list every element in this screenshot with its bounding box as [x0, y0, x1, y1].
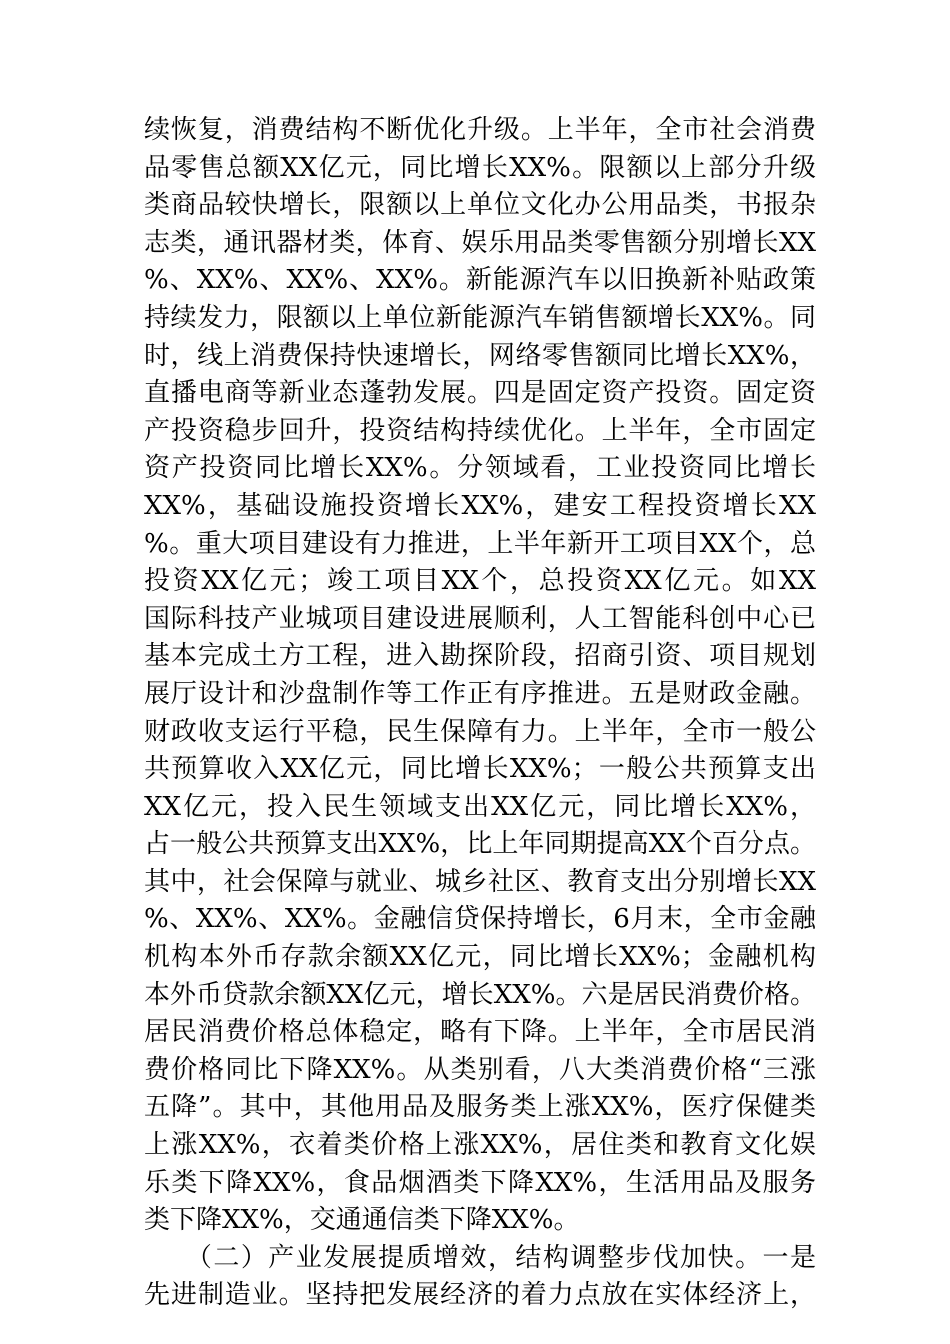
text-line: 本外币贷款余额XX亿元，增长XX%。六是居民消费价格。: [144, 979, 816, 1010]
text-line: 乐类下降XX%，食品烟酒类下降XX%，生活用品及服务: [144, 1167, 816, 1198]
text-line: 展厅设计和沙盘制作等工作正有序推进。五是财政金融。: [144, 678, 816, 709]
text-line: 资产投资同比增长XX%。分领域看，工业投资同比增长: [144, 453, 816, 484]
text-line: 品零售总额XX亿元，同比增长XX%。限额以上部分升级: [144, 152, 816, 183]
text-line: 五降”。其中，其他用品及服务类上涨XX%，医疗保健类: [144, 1092, 816, 1123]
text-line: 投资XX亿元；竣工项目XX个，总投资XX亿元。如XX: [144, 566, 816, 597]
text-line: 费价格同比下降XX%。从类别看，八大类消费价格“三涨: [144, 1054, 816, 1085]
text-line: 志类，通讯器材类，体育、娱乐用品类零售额分别增长XX: [144, 227, 816, 258]
text-line: XX%，基础设施投资增长XX%，建安工程投资增长XX: [144, 490, 816, 521]
text-line: 先进制造业。坚持把发展经济的着力点放在实体经济上，: [144, 1280, 816, 1311]
text-line: 类商品较快增长，限额以上单位文化办公用品类，书报杂: [144, 190, 816, 221]
text-line: 基本完成土方工程，进入勘探阶段，招商引资、项目规划: [144, 641, 816, 672]
text-line: 国际科技产业城项目建设进展顺利，人工智能科创中心已: [144, 603, 816, 634]
section-heading-line: （二）产业发展提质增效，结构调整步伐加快。一是: [144, 1242, 816, 1273]
text-line: 产投资稳步回升，投资结构持续优化。上半年，全市固定: [144, 415, 816, 446]
body-text: [144, 112, 816, 1315]
text-line: %、XX%、XX%。金融信贷保持增长，6月末，全市金融: [144, 904, 816, 935]
text-line: 直播电商等新业态蓬勃发展。四是固定资产投资。固定资: [144, 378, 816, 409]
text-line: 其中，社会保障与就业、城乡社区、教育支出分别增长XX: [144, 866, 816, 897]
text-line: 机构本外币存款余额XX亿元，同比增长XX%；金融机构: [144, 942, 816, 973]
text-line: 财政收支运行平稳，民生保障有力。上半年，全市一般公: [144, 716, 816, 747]
text-line: 居民消费价格总体稳定，略有下降。上半年，全市居民消: [144, 1017, 816, 1048]
text-line: 续恢复，消费结构不断优化升级。上半年，全市社会消费: [144, 115, 816, 145]
text-line: 上涨XX%，衣着类价格上涨XX%，居住类和教育文化娱: [144, 1130, 816, 1161]
text-line: %、XX%、XX%、XX%。新能源汽车以旧换新补贴政策: [144, 265, 816, 296]
text-line: XX亿元，投入民生领域支出XX亿元，同比增长XX%，: [144, 791, 816, 822]
text-line: 时，线上消费保持快速增长，网络零售额同比增长XX%，: [144, 340, 816, 371]
text-line: 持续发力，限额以上单位新能源汽车销售额增长XX%。同: [144, 302, 816, 333]
text-line: %。重大项目建设有力推进，上半年新开工项目XX个，总: [144, 528, 816, 559]
text-line: 共预算收入XX亿元，同比增长XX%；一般公共预算支出: [144, 754, 816, 785]
text-line: 占一般公共预算支出XX%，比上年同期提高XX个百分点。: [144, 829, 816, 860]
paragraph-end-line: 类下降XX%，交通通信类下降XX%。: [144, 1205, 580, 1236]
